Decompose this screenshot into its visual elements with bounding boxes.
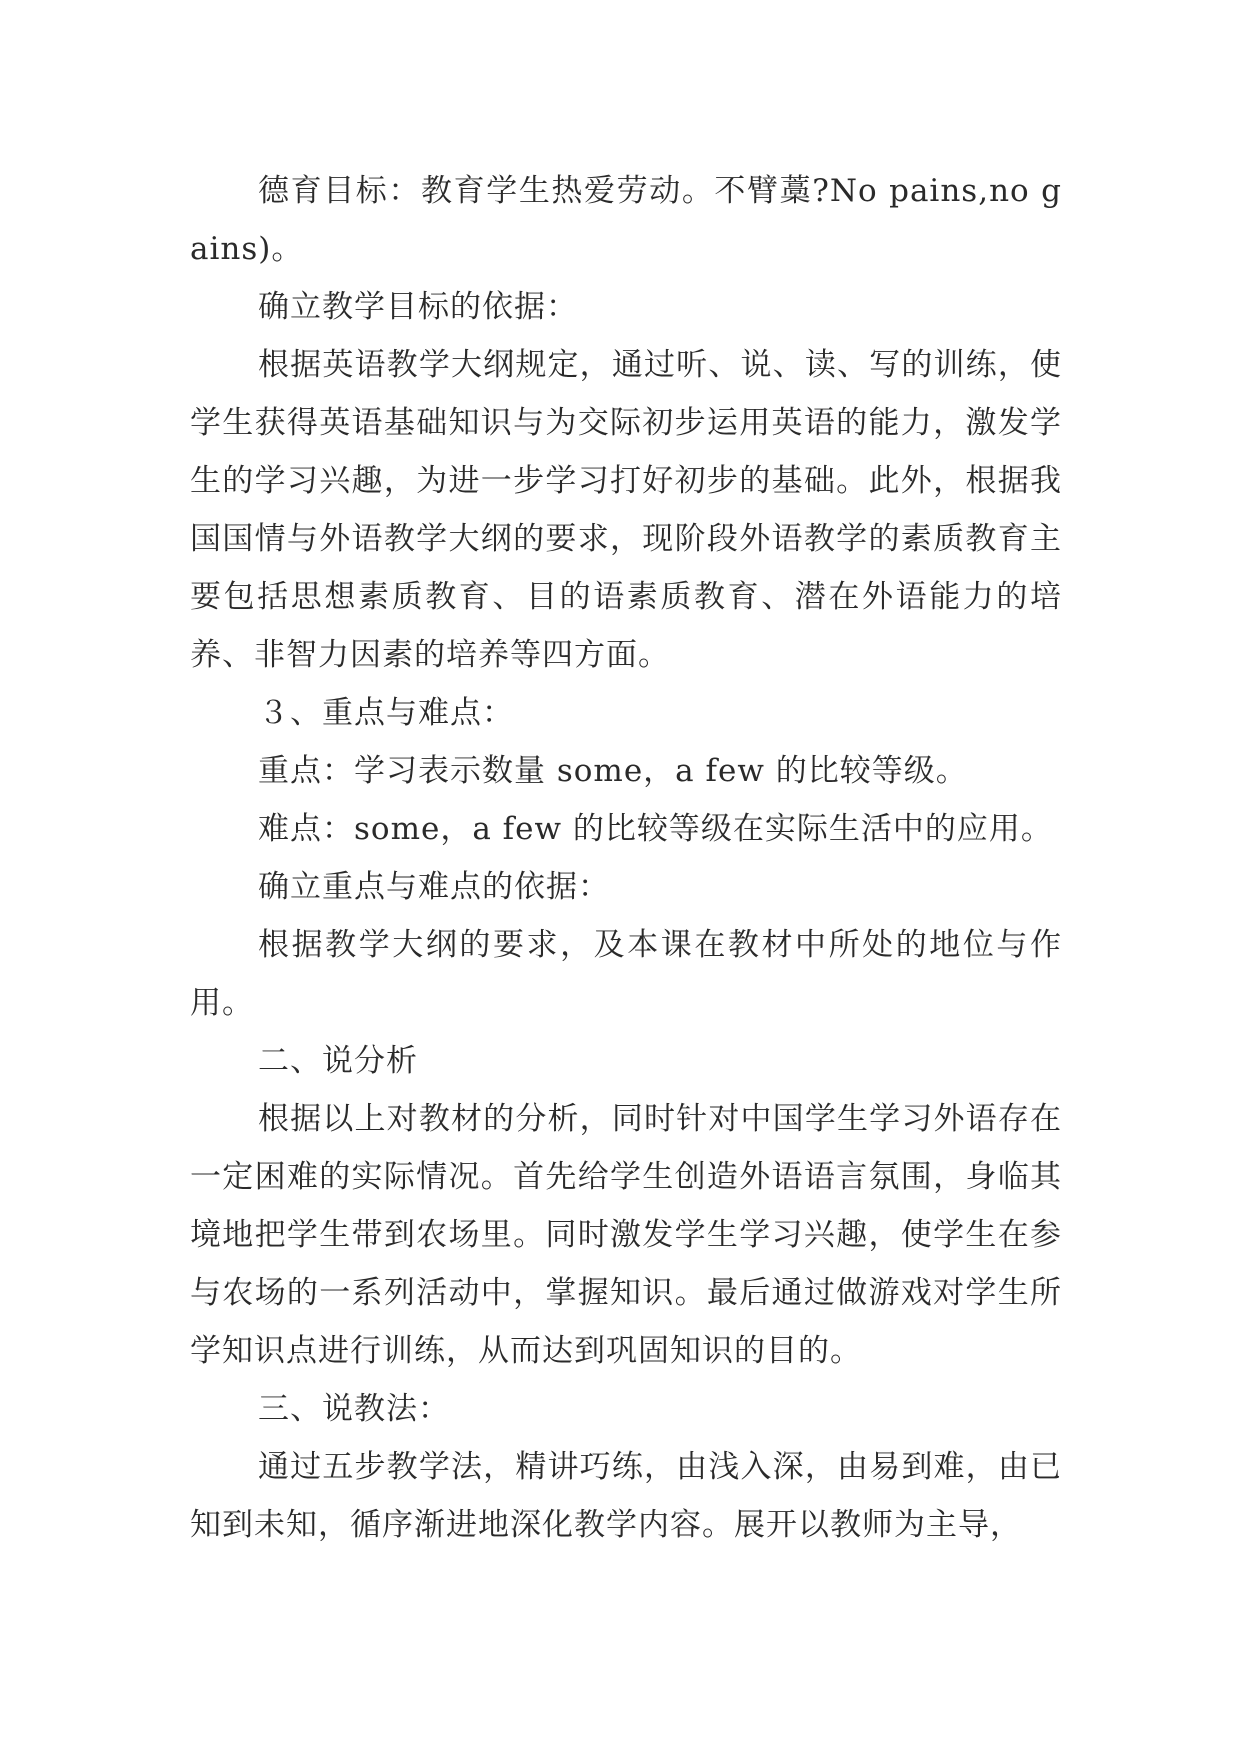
paragraph-key-points-heading: ３、重点与难点： [258, 695, 514, 731]
paragraph-analysis-heading: 二、说分析 [258, 1043, 418, 1079]
paragraph-key-points-basis-heading: 确立重点与难点的依据： [258, 869, 610, 905]
document-body [190, 162, 1062, 1554]
paragraph-moral-goal: 德育目标：教育学生热爱劳动。不臂藁?No pains,no gains)。 [190, 173, 1062, 267]
paragraph-method-heading: 三、说教法： [258, 1391, 450, 1427]
paragraph-difficult-point: 难点：some，a few 的比较等级在实际生活中的应用。 [258, 811, 1053, 847]
paragraph-analysis: 根据以上对教材的分析，同时针对中国学生学习外语存在一定困难的实际情况。首先给学生创造外语语言氛围，身临其境地把学生带到农场里。同时激发学生学习兴趣，使学生在参与农场的一系列活动中，掌握知识。最后通过做游戏对学生所学知识点进行训练，从而达到巩固知识的目的。 [190, 1101, 1062, 1369]
paragraph-method: 通过五步教学法，精讲巧练，由浅入深，由易到难，由已知到未知，循序渐进地深化教学内容。展开以教师为主导， [190, 1449, 1062, 1543]
paragraph-goal-basis: 根据英语教学大纲规定，通过听、说、读、写的训练，使学生获得英语基础知识与为交际初步运用英语的能力，激发学生的学习兴趣，为进一步学习打好初步的基础。此外，根据我国国情与外语教学大纲的要求，现阶段外语教学的素质教育主要包括思想素质教育、目的语素质教育、潜在外语能力的培养、非智力因素的培养等四方面。 [190, 347, 1062, 673]
paragraph-key-point: 重点：学习表示数量 some，a few 的比较等级。 [258, 753, 968, 789]
paragraph-key-points-basis: 根据教学大纲的要求，及本课在教材中所处的地位与作用。 [190, 927, 1062, 1021]
paragraph-goal-basis-heading: 确立教学目标的依据： [258, 289, 578, 325]
